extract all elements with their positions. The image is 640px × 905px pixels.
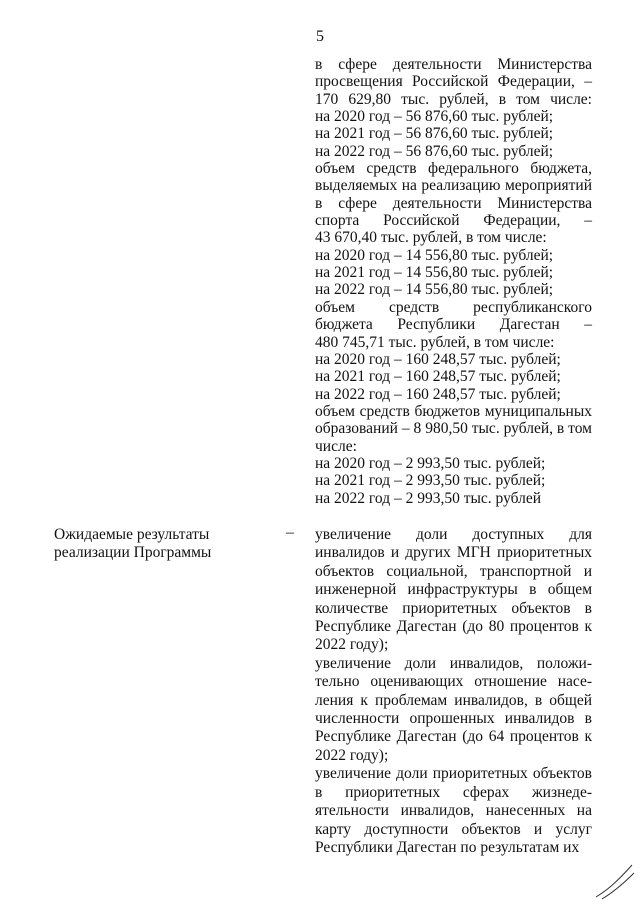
financing-line: спорта Российской Федерации, – <box>315 212 592 230</box>
financing-line: 170 629,80 тыс. рублей, в том числе: <box>315 90 592 108</box>
pen-mark-icon <box>592 861 636 901</box>
financing-line: в сфере деятельности Министерства <box>315 194 592 212</box>
financing-line: на 2020 год – 14 556,80 тыс. рублей; <box>315 246 554 264</box>
financing-line: просвещения Российской Федерации, – <box>315 73 592 91</box>
financing-line: числе: <box>315 437 357 455</box>
financing-line: на 2020 год – 56 876,60 тыс. рублей; <box>315 108 554 126</box>
financing-line: выделяемых на реализацию мероприятий <box>315 177 592 195</box>
financing-line: на 2020 год – 160 248,57 тыс. рублей; <box>315 350 561 368</box>
section-label-line: Ожидаемые результаты <box>54 526 210 543</box>
financing-line: на 2021 год – 14 556,80 тыс. рублей; <box>315 264 554 282</box>
financing-line: на 2022 год – 14 556,80 тыс. рублей; <box>315 281 554 299</box>
financing-line: 480 745,71 тыс. рублей, в том числе: <box>315 333 555 351</box>
financing-line: на 2022 год – 160 248,57 тыс. рублей; <box>315 385 561 403</box>
financing-line: объем средств бюджетов муниципальных <box>315 402 592 420</box>
expected-result-item: увеличение доли приоритетных объектов в приоритетных сферах жизнеде-ятельности инвалидов, нанесенных на карту доступности объектов и услуг Республики Дагестан по результатам их <box>315 765 592 856</box>
separator-dash: – <box>286 524 294 541</box>
financing-line: на 2020 год – 2 993,50 тыс. рублей; <box>315 454 546 472</box>
financing-line: на 2021 год – 160 248,57 тыс. рублей; <box>315 368 561 386</box>
financing-line: бюджета Республики Дагестан – <box>315 316 592 334</box>
financing-block <box>315 56 592 507</box>
section-label-line: реализации Программы <box>54 544 212 561</box>
financing-line: 43 670,40 тыс. рублей, в том числе: <box>315 229 547 247</box>
financing-line: объем средств республиканского <box>315 298 592 316</box>
expected-result-item: увеличение доли инвалидов, положи-тельно оценивающих отношение насе-ления к проблемам инвалидов, в общей численности опрошенных инвалидов в Республике Дагестан (до 64 процентов к 2022 году); <box>315 654 592 764</box>
financing-line: на 2021 год – 56 876,60 тыс. рублей; <box>315 125 554 143</box>
page-number: 5 <box>316 28 324 45</box>
section-label <box>54 526 254 562</box>
financing-line: в сфере деятельности Министерства <box>315 56 592 73</box>
expected-result-item: увеличение доли доступных для инвалидов и других МГН приоритетных объектов социальной, транспортной и инженерной инфраструктуры в общем количестве приоритетных объектов в Республике Дагестан (до 80 процентов к 2022 году); <box>315 526 592 654</box>
financing-line: на 2022 год – 56 876,60 тыс. рублей; <box>315 142 554 160</box>
financing-line: на 2021 год – 2 993,50 тыс. рублей; <box>315 472 546 490</box>
financing-line: образований – 8 980,50 тыс. рублей, в том <box>315 420 592 438</box>
expected-results-block <box>315 526 592 857</box>
financing-line: объем средств федерального бюджета, <box>315 160 592 178</box>
financing-line: на 2022 год – 2 993,50 тыс. рублей <box>315 489 542 507</box>
